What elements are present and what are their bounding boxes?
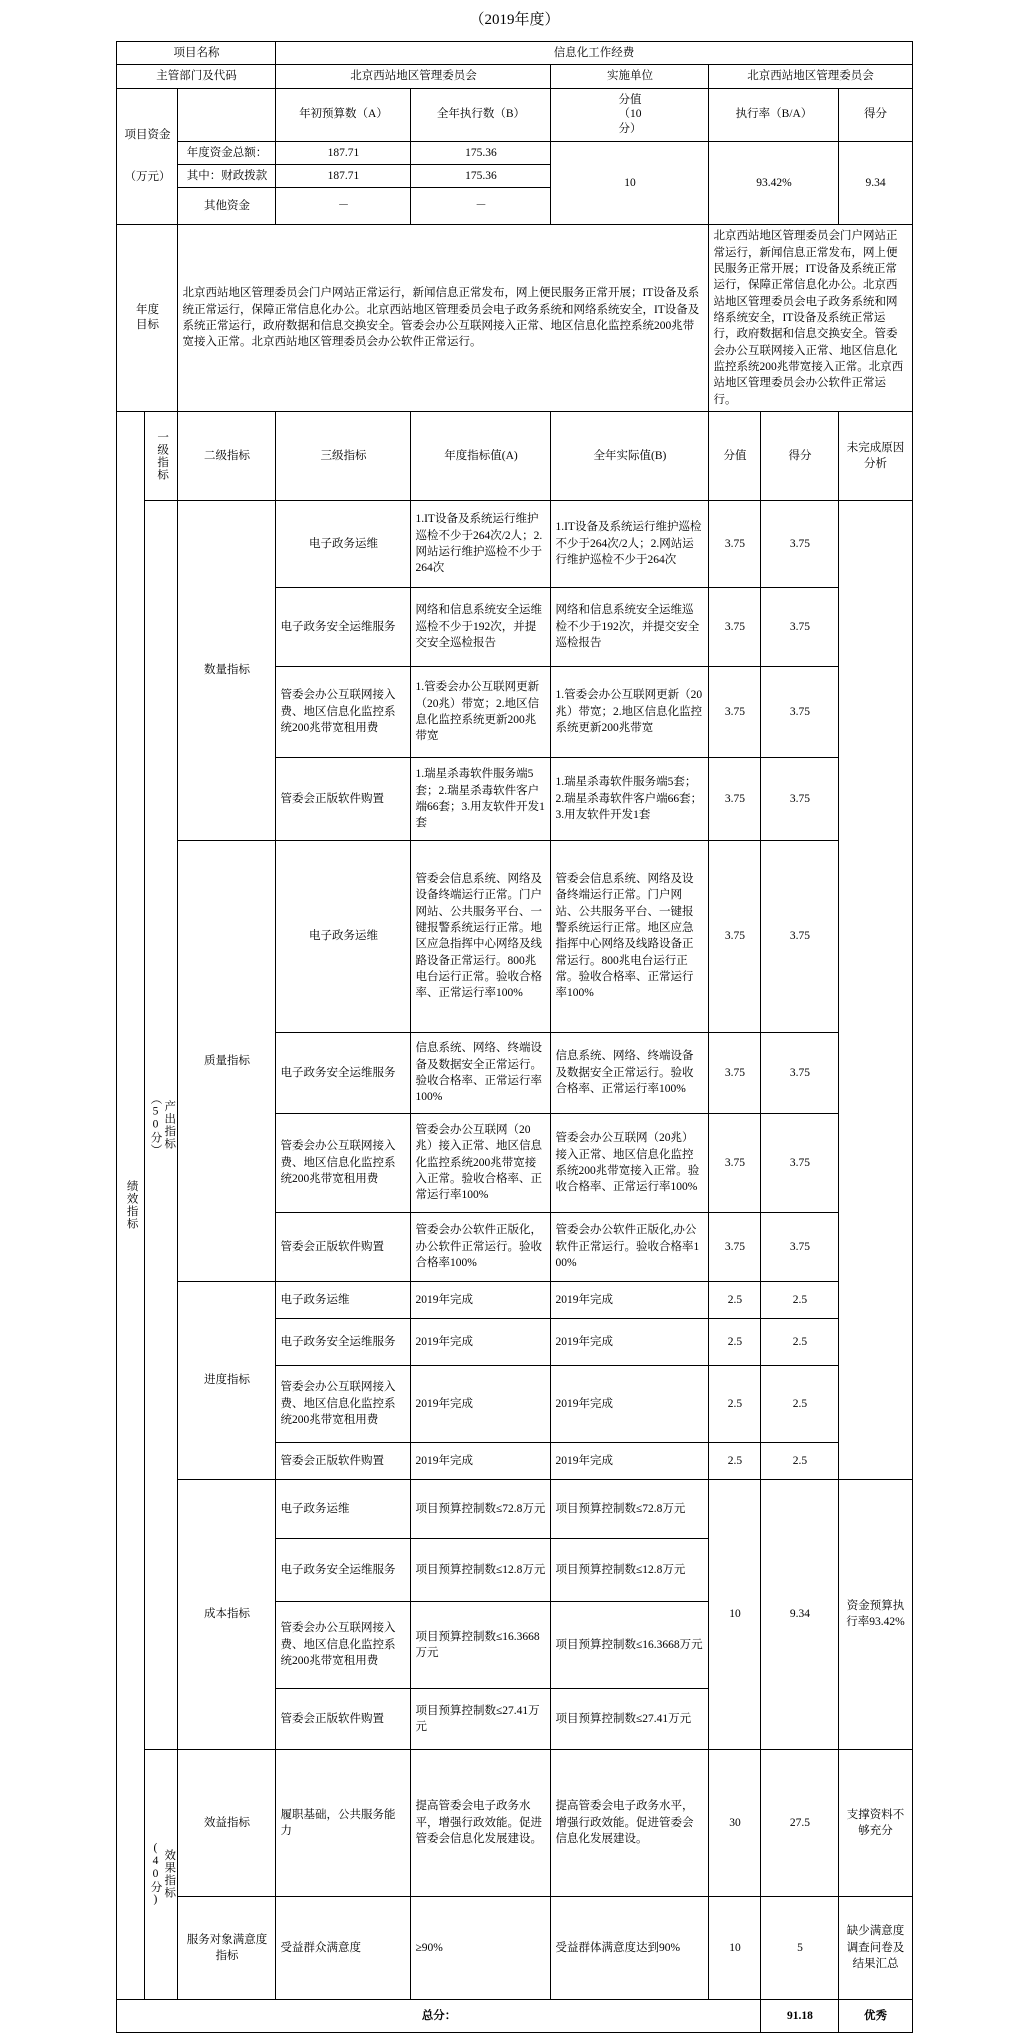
- col-header-reason: 未完成原因分析: [839, 411, 912, 500]
- table-row-annual-goal: [117, 225, 912, 412]
- target-value: 项目预算控制数≤16.3668万元: [411, 1601, 551, 1688]
- point-value: 3.75: [709, 840, 761, 1032]
- col-header-level2: 二级指标: [178, 411, 276, 500]
- target-value: 1.管委会办公互联网更新（20兆）带宽；2.地区信息化监控系统更新200兆带宽: [411, 666, 551, 757]
- col-header-execution-rate: 执行率（B/A）: [709, 88, 839, 141]
- table-row: [117, 840, 912, 1032]
- target-value: 2019年完成: [411, 1442, 551, 1479]
- level3-label: 电子政务安全运维服务: [276, 1538, 411, 1601]
- project-funds-label-line2: （万元）: [124, 171, 171, 184]
- actual-value: 2019年完成: [551, 1442, 709, 1479]
- level3-label: 电子政务运维: [276, 840, 411, 1032]
- table-row-funds-header: [117, 88, 912, 141]
- col-header-point-score: 得分: [761, 411, 839, 500]
- level3-label: 管委会正版软件购置: [276, 1442, 411, 1479]
- funds-row-label-other: 其他资金: [178, 188, 276, 225]
- target-value: 提高管委会电子政务水平，增强行政效能。促进管委会信息化发展建设。: [411, 1749, 551, 1896]
- actual-value: 1.瑞星杀毒软件服务端5套；2.瑞星杀毒软件客户端66套；3.用友软件开发1套: [551, 757, 709, 840]
- level2-progress-label: 进度指标: [178, 1281, 276, 1479]
- document-subtitle: （2019年度）: [469, 12, 560, 28]
- col-header-budget: 年初预算数（A）: [276, 88, 411, 141]
- cost-reason-analysis: 资金预算执行率93.42%: [839, 1479, 912, 1749]
- point-score: 3.75: [761, 587, 839, 666]
- project-funds-label-line1: 项目资金: [124, 129, 171, 142]
- col-header-level1: 一级指标: [145, 411, 178, 500]
- project-name-value: 信息化工作经费: [276, 42, 912, 65]
- project-name-label: 项目名称: [117, 42, 276, 65]
- level2-benefit-label: 效益指标: [178, 1749, 276, 1896]
- point-score: 2.5: [761, 1281, 839, 1318]
- actual-value: 项目预算控制数≤27.41万元: [551, 1688, 709, 1749]
- level3-label: 管委会正版软件购置: [276, 1688, 411, 1749]
- col-header-target-value: 年度指标值(A): [411, 411, 551, 500]
- actual-value: 管委会办公互联网（20兆）接入正常、地区信息化监控系统200兆带宽接入正常。验收合格率、正常运行率100%: [551, 1113, 709, 1212]
- annual-goal-target: 北京西站地区管理委员会门户网站正常运行，新闻信息正常发布，网上便民服务正常开展；IT设备及系统正常运行，保障正常信息化办公。北京西站地区管理委员会电子政务系统和网络系统安全，IT设备及系统正常运行，政府数据和信息交换安全。管委会办公互联网接入正常、地区信息化监控系统200兆带宽接入正常。北京西站地区管理委员会办公软件正常运行。: [178, 225, 709, 412]
- point-score: 3.75: [761, 1212, 839, 1281]
- table-row-perf-headers: [117, 411, 912, 500]
- point-score: 27.5: [761, 1749, 839, 1896]
- point-value: 30: [709, 1749, 761, 1896]
- cost-point-value: 10: [709, 1479, 761, 1749]
- point-score: 2.5: [761, 1318, 839, 1365]
- actual-value: 项目预算控制数≤16.3668万元: [551, 1601, 709, 1688]
- point-value: 3.75: [709, 587, 761, 666]
- col-header-point-value: 分值: [709, 411, 761, 500]
- performance-evaluation-table: [116, 41, 912, 2033]
- point-value: 2.5: [709, 1318, 761, 1365]
- perf-root-label: 绩效指标: [117, 411, 145, 1999]
- point-score: 3.75: [761, 500, 839, 587]
- table-row: [117, 1749, 912, 1896]
- col-header-actual-value: 全年实际值(B): [551, 411, 709, 500]
- table-row: [117, 500, 912, 587]
- point-score: 5: [761, 1896, 839, 1999]
- target-value: 2019年完成: [411, 1318, 551, 1365]
- level2-quantity-label: 数量指标: [178, 500, 276, 840]
- level2-quality-label: 质量指标: [178, 840, 276, 1281]
- level3-label: 电子政务运维: [276, 1281, 411, 1318]
- table-row-department: [117, 65, 912, 88]
- actual-value: 提高管委会电子政务水平，增强行政效能。促进管委会信息化发展建设。: [551, 1749, 709, 1896]
- department-value: 北京西站地区管理委员会: [276, 65, 551, 88]
- target-value: 2019年完成: [411, 1281, 551, 1318]
- actual-value: 信息系统、网络、终端设备及数据安全正常运行。验收合格率、正常运行率100%: [551, 1032, 709, 1113]
- target-value: 项目预算控制数≤72.8万元: [411, 1479, 551, 1538]
- col-header-level3: 三级指标: [276, 411, 411, 500]
- implementing-unit-label: 实施单位: [551, 65, 709, 88]
- point-value: 3.75: [709, 666, 761, 757]
- funds-actual-total: 175.36: [411, 141, 551, 164]
- funds-execution-rate: 93.42%: [709, 141, 839, 225]
- table-row: [117, 1281, 912, 1318]
- total-score-label: 总分：: [117, 1999, 761, 2032]
- level3-label: 电子政务安全运维服务: [276, 587, 411, 666]
- reason-analysis: 缺少满意度调查问卷及结果汇总: [839, 1896, 912, 1999]
- actual-value: 项目预算控制数≤12.8万元: [551, 1538, 709, 1601]
- col-header-score-value: 分值 （10 分）: [551, 88, 709, 141]
- level3-label: 管委会正版软件购置: [276, 757, 411, 840]
- total-score-value: 91.18: [761, 1999, 839, 2032]
- level3-label: 电子政务运维: [276, 500, 411, 587]
- level3-label: 电子政务安全运维服务: [276, 1032, 411, 1113]
- target-value: 管委会办公互联网（20兆）接入正常、地区信息化监控系统200兆带宽接入正常。验收合格率、正常运行率100%: [411, 1113, 551, 1212]
- level2-satisfaction-label: 服务对象满意度指标: [178, 1896, 276, 1999]
- funds-row-label-fiscal: 其中：财政拨款: [178, 164, 276, 187]
- point-value: 2.5: [709, 1442, 761, 1479]
- output-indicator-label: 产出指标 （50分）: [145, 500, 178, 1749]
- point-value: 10: [709, 1896, 761, 1999]
- funds-row-name-header: [178, 88, 276, 141]
- department-label: 主管部门及代码: [117, 65, 276, 88]
- funds-budget-other: －: [276, 188, 411, 225]
- point-score: 3.75: [761, 666, 839, 757]
- target-value: ≥90%: [411, 1896, 551, 1999]
- point-value: 3.75: [709, 1113, 761, 1212]
- table-row-funds-total: [117, 141, 912, 164]
- point-value: 3.75: [709, 1032, 761, 1113]
- reason-analysis: [839, 500, 912, 1479]
- actual-value: 2019年完成: [551, 1281, 709, 1318]
- col-header-score: 得分: [839, 88, 912, 141]
- project-funds-label: [117, 88, 178, 225]
- funds-actual-fiscal: 175.36: [411, 164, 551, 187]
- col-header-actual: 全年执行数（B）: [411, 88, 551, 141]
- point-score: 3.75: [761, 1032, 839, 1113]
- point-score: 3.75: [761, 840, 839, 1032]
- target-value: 项目预算控制数≤27.41万元: [411, 1688, 551, 1749]
- level3-label: 管委会办公互联网接入费、地区信息化监控系统200兆带宽租用费: [276, 1113, 411, 1212]
- actual-value: 2019年完成: [551, 1318, 709, 1365]
- effect-indicator-label: 效果指标 (40分): [145, 1749, 178, 1999]
- actual-value: 管委会办公软件正版化,办公软件正常运行。验收合格率100%: [551, 1212, 709, 1281]
- table-row-total: [117, 1999, 912, 2032]
- target-value: 1.瑞星杀毒软件服务端5套；2.瑞星杀毒软件客户端66套；3.用友软件开发1套: [411, 757, 551, 840]
- level3-label: 管委会办公互联网接入费、地区信息化监控系统200兆带宽租用费: [276, 666, 411, 757]
- target-value: 网络和信息系统安全运维巡检不少于192次，并提交安全巡检报告: [411, 587, 551, 666]
- target-value: 管委会信息系统、网络及设备终端运行正常。门户网站、公共服务平台、一键报警系统运行正常。地区应急指挥中心网络及线路设备正常运行。800兆电台运行正常。验收合格率、正常运行率100%: [411, 840, 551, 1032]
- target-value: 2019年完成: [411, 1365, 551, 1442]
- implementing-unit-value: 北京西站地区管理委员会: [709, 65, 912, 88]
- actual-value: 1.管委会办公互联网更新（20兆）带宽；2.地区信息化监控系统更新200兆带宽: [551, 666, 709, 757]
- table-row-project-name: [117, 42, 912, 65]
- table-row: [117, 1896, 912, 1999]
- point-score: 3.75: [761, 1113, 839, 1212]
- target-value: 1.IT设备及系统运行维护巡检不少于264次/2人；2.网站运行维护巡检不少于264次: [411, 500, 551, 587]
- point-value: 3.75: [709, 1212, 761, 1281]
- actual-value: 2019年完成: [551, 1365, 709, 1442]
- point-score: 3.75: [761, 757, 839, 840]
- actual-value: 项目预算控制数≤72.8万元: [551, 1479, 709, 1538]
- point-score: 2.5: [761, 1442, 839, 1479]
- point-score: 2.5: [761, 1365, 839, 1442]
- point-value: 2.5: [709, 1365, 761, 1442]
- level3-label: 受益群众满意度: [276, 1896, 411, 1999]
- actual-value: 受益群体满意度达到90%: [551, 1896, 709, 1999]
- actual-value: 网络和信息系统安全运维巡检不少于192次，并提交安全巡检报告: [551, 587, 709, 666]
- annual-goal-label: 年度 目标: [117, 225, 178, 412]
- cost-point-score: 9.34: [761, 1479, 839, 1749]
- funds-row-label-total: 年度资金总额：: [178, 141, 276, 164]
- actual-value: 管委会信息系统、网络及设备终端运行正常。门户网站、公共服务平台、一键报警系统运行正常。地区应急指挥中心网络及线路设备正常运行。800兆电台运行正常。验收合格率、正常运行率100%: [551, 840, 709, 1032]
- level3-label: 履职基础，公共服务能力: [276, 1749, 411, 1896]
- level2-cost-label: 成本指标: [178, 1479, 276, 1749]
- level3-label: 管委会办公互联网接入费、地区信息化监控系统200兆带宽租用费: [276, 1365, 411, 1442]
- point-value: 3.75: [709, 757, 761, 840]
- funds-score: 9.34: [839, 141, 912, 225]
- level3-label: 管委会办公互联网接入费、地区信息化监控系统200兆带宽租用费: [276, 1601, 411, 1688]
- point-value: 3.75: [709, 500, 761, 587]
- actual-value: 1.IT设备及系统运行维护巡检不少于264次/2人；2.网站运行维护巡检不少于264次: [551, 500, 709, 587]
- total-grade: 优秀: [839, 1999, 912, 2032]
- level3-label: 管委会正版软件购置: [276, 1212, 411, 1281]
- funds-budget-fiscal: 187.71: [276, 164, 411, 187]
- funds-actual-other: －: [411, 188, 551, 225]
- target-value: 管委会办公软件正版化，办公软件正常运行。验收合格率100%: [411, 1212, 551, 1281]
- target-value: 信息系统、网络、终端设备及数据安全正常运行。验收合格率、正常运行率100%: [411, 1032, 551, 1113]
- funds-budget-total: 187.71: [276, 141, 411, 164]
- table-row: [117, 1479, 912, 1538]
- level3-label: 电子政务运维: [276, 1479, 411, 1538]
- point-value: 2.5: [709, 1281, 761, 1318]
- level3-label: 电子政务安全运维服务: [276, 1318, 411, 1365]
- annual-goal-actual: 北京西站地区管理委员会门户网站正常运行，新闻信息正常发布，网上便民服务正常开展；IT设备及系统正常运行，保障正常信息化办公。北京西站地区管理委员会电子政务系统和网络系统安全，IT设备及系统正常运行，政府数据和信息交换安全。管委会办公互联网接入正常、地区信息化监控系统200兆带宽接入正常。北京西站地区管理委员会办公软件正常运行。: [709, 225, 912, 412]
- target-value: 项目预算控制数≤12.8万元: [411, 1538, 551, 1601]
- funds-score-value: 10: [551, 141, 709, 225]
- reason-analysis: 支撑资料不够充分: [839, 1749, 912, 1896]
